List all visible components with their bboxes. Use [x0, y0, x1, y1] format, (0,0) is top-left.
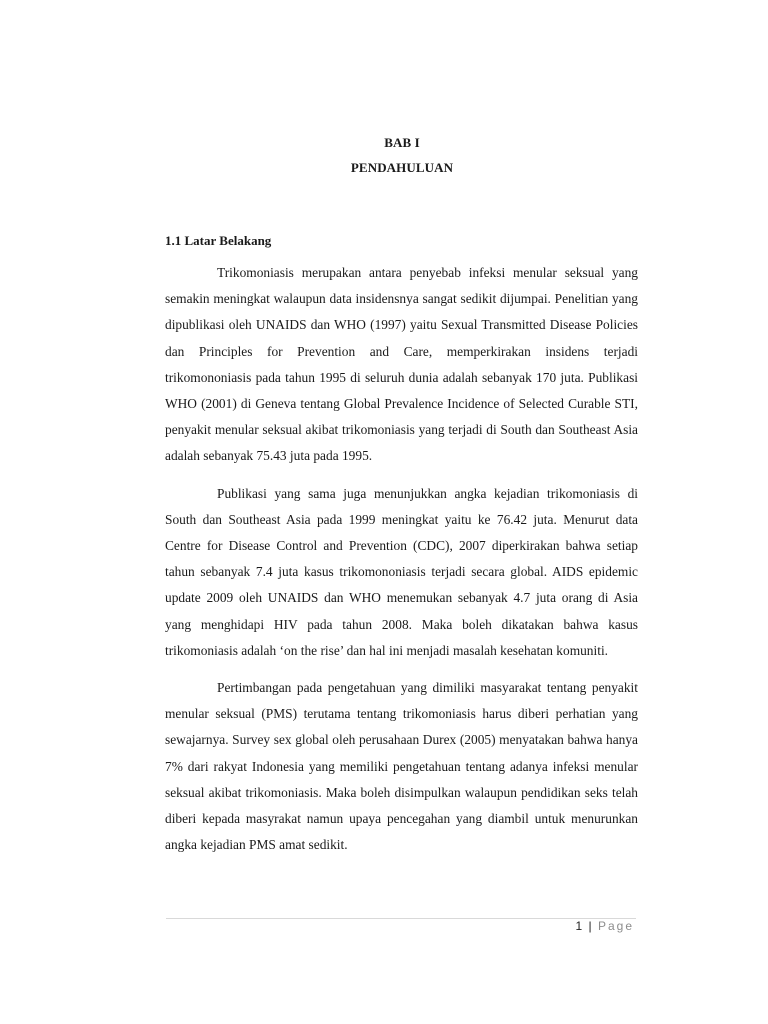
paragraph-3: Pertimbangan pada pengetahuan yang dimiliki masyarakat tentang penyakit menular seksual (PMS) terutama tentang trikomoniasis harus diberi perhatian yang sewajarnya. Survey sex global oleh perusahaan Durex (2005) menyatakan bahwa hanya 7% dari rakyat Indonesia yang memiliki pengetahuan tentang adanya infeksi menular seksual akibat trikomoniasis. Maka boleh disimpulkan walaupun pendidikan seks telah diberi kepada masyrakat namun upaya pencegahan yang diambil untuk menurunkan angka kejadian PMS amat sedikit. — [165, 680, 638, 853]
paragraph-2: Publikasi yang sama juga menunjukkan angka kejadian trikomoniasis di South dan Southeast Asia pada 1999 meningkat yaitu ke 76.42 juta. Menurut data Centre for Disease Control and Prevention (CDC), 2007 diperkirakan bahwa setiap tahun sebanyak 7.4 juta kasus trikomononiasis terjadi secara global. AIDS epidemic update 2009 oleh UNAIDS dan WHO menemukan sebanyak 4.7 juta orang di Asia yang menghidapi HIV pada tahun 2008. Maka boleh dikatakan bahwa kasus trikomoniasis adalah ‘on the rise’ dan hal ini menjadi masalah kesehatan komuniti. — [165, 485, 638, 658]
footer-separator: | — [588, 919, 592, 933]
page-number: 1 — [575, 919, 583, 933]
section-heading: 1.1 Latar Belakang — [165, 233, 272, 248]
page-footer — [575, 919, 634, 933]
page-label: Page — [597, 919, 634, 933]
paragraph-1: Trikomoniasis merupakan antara penyebab infeksi menular seksual yang semakin meningkat walaupun data insidensnya sangat sedikit dijumpai. Penelitian yang dipublikasi oleh UNAIDS dan WHO (1997) yaitu Sexual Transmitted Disease Policies dan Principles for Prevention and Care, memperkirakan insidens terjadi trikomononiasis pada tahun 1995 di seluruh dunia adalah sebanyak 170 juta. Publikasi WHO (2001) di Geneva tentang Global Prevalence Incidence of Selected Curable STI, penyakit menular seksual akibat trikomoniasis yang terjadi di South dan Southeast Asia adalah sebanyak 75.43 juta pada 1995. — [165, 265, 638, 464]
chapter-label: BAB I — [384, 135, 420, 150]
body-text — [165, 260, 638, 869]
chapter-title: PENDAHULUAN — [350, 160, 454, 175]
footer-divider — [166, 918, 636, 919]
